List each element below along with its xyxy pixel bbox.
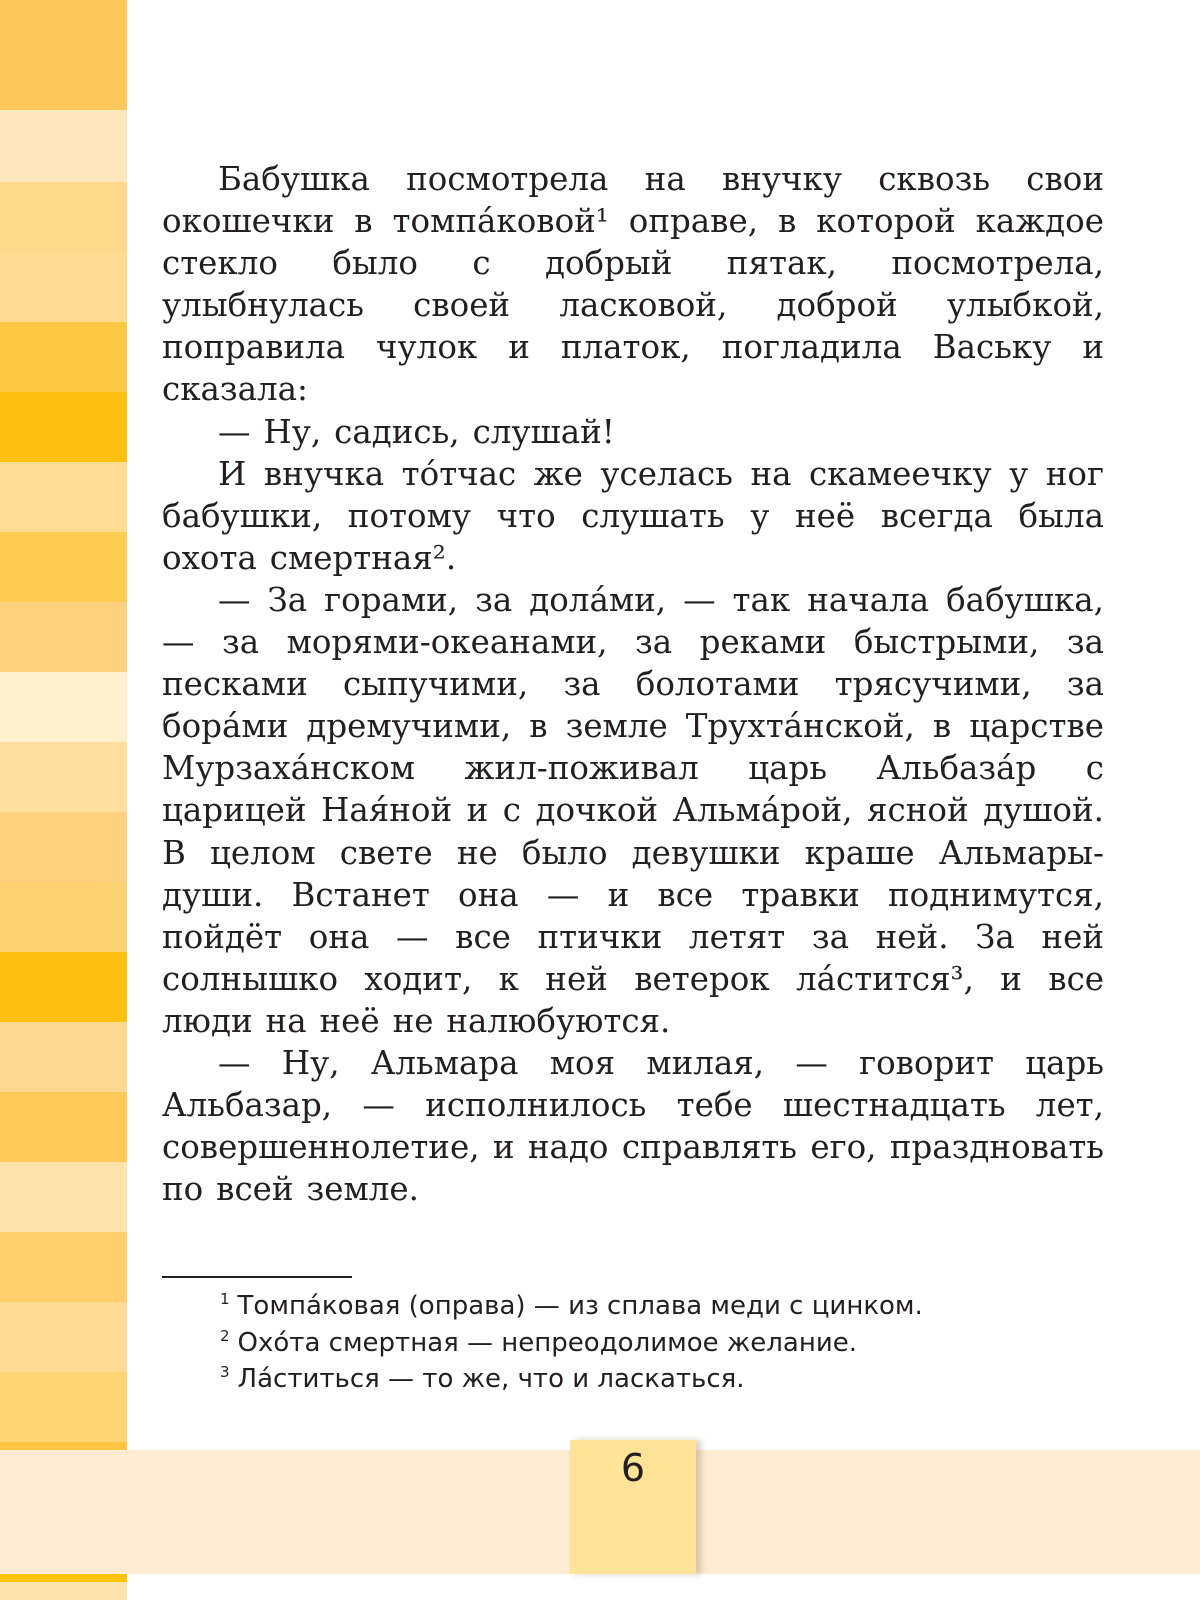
- stripe-band: [0, 252, 127, 322]
- paragraph: — Ну, Альмара моя милая, — говорит царь Альбазар, — исполнилось тебе шестнадцать лет, совершеннолетие, и надо справлять его, праздновать по всей земле.: [162, 1043, 1104, 1209]
- stripe-band: [0, 952, 127, 1022]
- story-text: [162, 158, 1104, 1210]
- stripe-band: [0, 1022, 127, 1092]
- stripe-band: [0, 462, 127, 532]
- stripe-band: [0, 1232, 127, 1302]
- footnote-number: 2: [220, 1326, 230, 1345]
- stripe-band: [0, 0, 127, 110]
- stripe-band: [0, 1302, 127, 1372]
- footnote-item: [162, 1325, 1104, 1362]
- paragraph: Бабушка посмотрела на внучку сквозь свои окошечки в томпа́ковой¹ оправе, в которой каждое стекло было с добрый пятак, посмотрела, улыбнулась своей ласковой, доброй улыбкой, поправила чулок и платок, погладила Ваську и сказала:: [162, 160, 1104, 409]
- footnote-item: [162, 1361, 1104, 1398]
- footnote-separator: [162, 1276, 352, 1278]
- paragraph: И внучка то́тчас же уселась на скамеечку у ног бабушки, потому что слушать у неё всегда была охота смертная².: [162, 454, 1104, 577]
- page-number: 6: [620, 1446, 646, 1490]
- decorative-stripe-column: [0, 0, 127, 1450]
- footnote-number: 1: [220, 1290, 230, 1309]
- paragraph: — За горами, за дола́ми, — так начала бабушка, — за морями-океанами, за реками быстрыми, за песками сыпучими, за болотами трясучими, за бора́ми дремучими, в земле Трухта́нской, в царстве Мурзаха́нском жил-поживал царь Альбаза́р с царицей Ная́ной и с дочкой Альма́рой, ясной душой. В целом свете не было девушки краше Альмары-души. Встанет она — и все травки поднимутся, пойдёт она — все птички летят за ней. За ней солнышко ходит, к ней ветерок ла́стится³, и все люди на неё не налюбуются.: [162, 580, 1104, 1040]
- stripe-band: [0, 392, 127, 462]
- stripe-band: [0, 322, 127, 392]
- stripe-band: [0, 182, 127, 252]
- stripe-band: [0, 742, 127, 812]
- stripe-band: [0, 1372, 127, 1442]
- footnote-item: [162, 1288, 1104, 1325]
- stripe-band: [0, 882, 127, 952]
- footnotes: [162, 1288, 1104, 1398]
- paragraph: — Ну, садись, слушай!: [218, 412, 615, 451]
- stripe-band: [0, 1162, 127, 1232]
- footnote-text: Охо́та смертная — непреодолимое желание.: [237, 1327, 858, 1358]
- page-number-tab: [570, 1440, 696, 1574]
- stripe-band: [0, 110, 127, 182]
- footnote-text: Томпа́ковая (оправа) — из сплава меди с цинком.: [237, 1291, 923, 1321]
- footnote-number: 3: [220, 1363, 230, 1382]
- footnote-text: Ла́ститься — то же, что и ласкаться.: [237, 1364, 745, 1394]
- stripe-band: [0, 532, 127, 602]
- stripe-band: [0, 672, 127, 742]
- stripe-band: [0, 602, 127, 672]
- stripe-band: [0, 1582, 127, 1600]
- stripe-band: [0, 812, 127, 882]
- stripe-band: [0, 1092, 127, 1162]
